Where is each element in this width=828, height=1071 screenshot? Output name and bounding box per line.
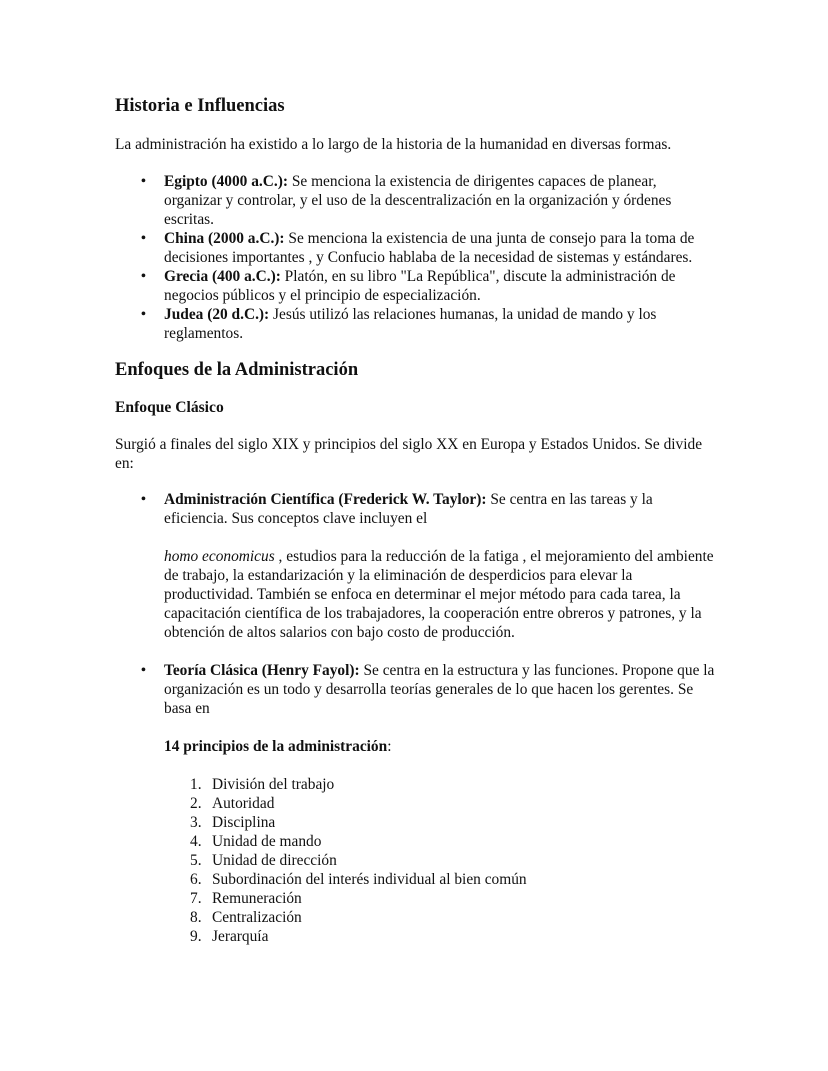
list-item-administracion-cientifica [115,490,715,642]
enfoque-clasico-list [115,490,715,946]
principle-text: Autoridad [212,795,275,812]
section-heading-enfoques: Enfoques de la Administración [115,360,359,380]
principle-text: Unidad de mando [212,833,322,850]
item-label: Teoría Clásica (Henry Fayol): [164,662,360,679]
principle-number: 9. [190,928,202,945]
list-item-egipto [115,172,715,229]
principle-number: 1. [190,776,202,793]
principles-list [164,775,715,946]
principle-text: Remuneración [212,890,302,907]
principle-number: 7. [190,890,202,907]
homo-economicus-term: homo economicus [164,548,275,565]
taylor-concepts-text: , estudios para la reducción de la fatiga , el mejoramiento del ambiente de trabajo, la estandarización y la eliminación de desperdicios para elevar la productividad. También se enfoca en determinar el mejor método para cada tarea, la capacitación científica de los trabajadores, la cooperación entre obreros y patrones, y la obtención de altos salarios con bajo costo de producción. [164,548,714,641]
bullet-icon: • [141,231,146,246]
principle-item [164,794,715,813]
principle-text: Subordinación del interés individual al bien común [212,871,527,888]
bullet-icon: • [141,269,146,284]
principle-item [164,775,715,794]
item-text: Jesús utilizó las relaciones humanas, la unidad de mando y los reglamentos. [164,306,657,342]
taylor-concepts-paragraph [164,547,715,642]
principles-title: 14 principios de la administración [164,738,388,755]
list-item-teoria-clasica [115,661,715,946]
principles-heading [164,737,715,756]
principle-item [164,908,715,927]
principle-item [164,870,715,889]
bullet-icon: • [141,307,146,322]
document-page [115,95,715,946]
principle-item [164,813,715,832]
historia-intro-paragraph: La administración ha existido a lo largo de la historia de la humanidad en diversas formas. [115,136,672,153]
list-item-china [115,229,715,267]
principle-text: Jerarquía [212,928,269,945]
principle-text: Unidad de dirección [212,852,337,869]
item-label: Administración Científica (Frederick W. Taylor): [164,491,487,508]
item-text: Se centra en la estructura y las funciones. Propone que la organización es un todo y desarrolla teorías generales de lo que hacen los gerentes. Se basa en [164,662,715,717]
principle-text: División del trabajo [212,776,335,793]
list-item-judea [115,305,715,343]
item-text: Platón, en su libro "La República", discute la administración de negocios públicos y el principio de especialización. [164,268,676,304]
subsection-heading-enfoque-clasico: Enfoque Clásico [115,399,224,416]
principle-item [164,889,715,908]
principle-item [164,832,715,851]
principle-number: 5. [190,852,202,869]
item-text: Se centra en las tareas y la eficiencia. Sus conceptos clave incluyen el [164,491,653,527]
bullet-icon: • [141,174,146,189]
item-label: Egipto (4000 a.C.): [164,173,288,190]
list-item-grecia [115,267,715,305]
section-heading-historia: Historia e Influencias [115,96,285,116]
bullet-icon: • [141,663,146,678]
item-label: China (2000 a.C.): [164,230,285,247]
principle-text: Centralización [212,909,302,926]
item-text: Se menciona la existencia de dirigentes capaces de planear, organizar y controlar, y el uso de la descentralización en la organización y órdenes escritas. [164,173,672,228]
principle-number: 8. [190,909,202,926]
principle-number: 3. [190,814,202,831]
principle-number: 6. [190,871,202,888]
principle-number: 4. [190,833,202,850]
principle-number: 2. [190,795,202,812]
principle-item [164,851,715,870]
principle-item [164,927,715,946]
principles-colon: : [387,738,392,755]
historia-list [115,172,715,343]
bullet-icon: • [141,492,146,507]
item-label: Judea (20 d.C.): [164,306,270,323]
item-text: Se menciona la existencia de una junta de consejo para la toma de decisiones importantes , y Confucio hablaba de la necesidad de sistemas y estándares. [164,230,695,266]
item-label: Grecia (400 a.C.): [164,268,281,285]
principle-text: Disciplina [212,814,276,831]
enfoque-clasico-intro-paragraph: Surgió a finales del siglo XIX y principios del siglo XX en Europa y Estados Unidos. Se divide en: [115,436,703,472]
